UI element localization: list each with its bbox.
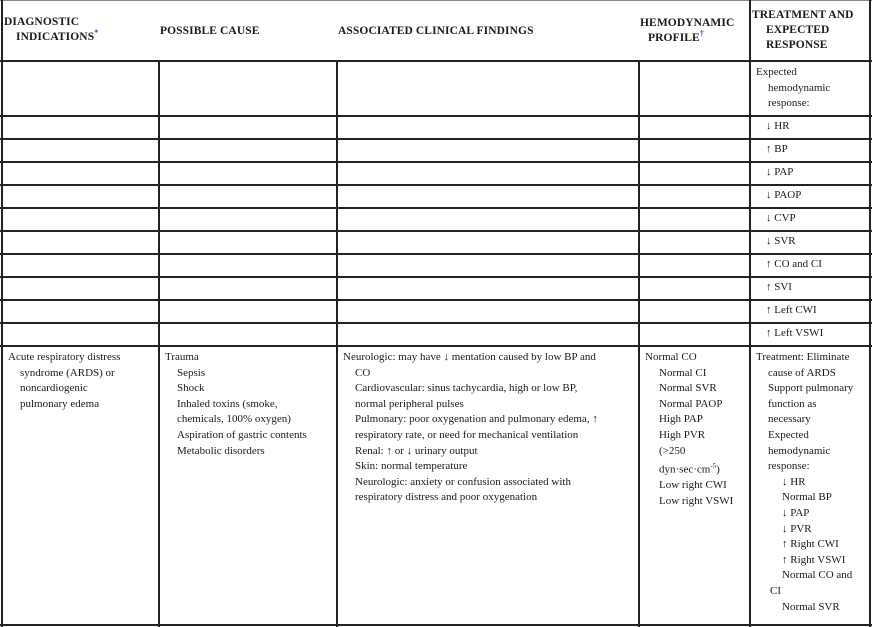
row-divider (0, 624, 872, 626)
treatment-line: Treatment: Eliminate (756, 351, 850, 363)
profile-line (645, 459, 733, 478)
header-diagnostic-indications (4, 15, 98, 45)
profile-line: Normal PAOP (659, 397, 723, 410)
row-divider (0, 230, 872, 232)
column-divider (638, 61, 640, 627)
row-divider (0, 161, 872, 163)
profile-line: Normal SVR (659, 382, 717, 395)
column-divider (1, 0, 3, 627)
treatment-line: CI (770, 584, 781, 597)
treatment-line: Support pulmonary (768, 382, 854, 395)
profile-line: Low right VSWI (659, 495, 734, 507)
row-divider (0, 345, 872, 347)
finding-line: Renal: ↑ or ↓ urinary output (355, 444, 478, 457)
unit-text: dyn·sec·cm (659, 463, 711, 476)
expected-response-intro (756, 65, 830, 112)
cause-item: Shock (177, 382, 205, 395)
header-treat-line1: TREATMENT AND (752, 9, 854, 21)
header-possible-cause: POSSIBLE CAUSE (160, 25, 260, 37)
profile-line: High PVR (659, 428, 706, 441)
treatment-line: ↑ Right CWI (782, 538, 839, 551)
response-item: ↑ Left VSWI (766, 327, 824, 339)
finding-line: Pulmonary: poor oxygenation and pulmonary edema, ↑ (355, 413, 598, 426)
header-treat-line3: RESPONSE (766, 39, 828, 51)
ards-clinical-findings (343, 350, 598, 506)
diagnostic-line: pulmonary edema (20, 397, 100, 410)
row-divider (0, 276, 872, 278)
finding-line: CO (355, 366, 371, 379)
ards-diagnostic-indication (8, 350, 120, 412)
treatment-line: Normal BP (782, 491, 832, 504)
response-item: ↑ SVI (766, 281, 792, 293)
cause-item: Inhaled toxins (smoke, (177, 397, 278, 410)
footnote-dagger[interactable]: † (699, 29, 704, 39)
treatment-line: ↑ Right VSWI (782, 553, 846, 566)
response-item: ↓ PAP (766, 166, 794, 178)
response-item: ↓ PAOP (766, 189, 802, 201)
row-divider (0, 299, 872, 301)
finding-line: respiratory distress and poor oxygenation (355, 491, 538, 504)
finding-line: Skin: normal temperature (355, 460, 468, 473)
treatment-line: response: (768, 460, 810, 473)
column-divider (869, 0, 871, 627)
row-divider (0, 60, 872, 62)
diagnostic-line: syndrome (ARDS) or (20, 366, 115, 379)
header-associated-clinical-findings: ASSOCIATED CLINICAL FINDINGS (338, 25, 534, 37)
response-item: ↓ HR (766, 120, 790, 132)
ards-hemodynamic-profile (645, 350, 733, 510)
row-divider (0, 184, 872, 186)
response-item: ↓ SVR (766, 235, 796, 247)
treatment-line: hemodynamic (768, 444, 831, 457)
footnote-asterisk[interactable]: * (94, 28, 99, 38)
cause-item: Metabolic disorders (177, 444, 265, 457)
unit-close: ) (716, 463, 720, 476)
finding-line: Neurologic: may have ↓ mentation caused by low BP and (343, 351, 596, 363)
header-hemodynamic-profile (640, 16, 734, 46)
header-diagnostic-line1: DIAGNOSTIC (4, 16, 80, 28)
profile-line: Normal CI (659, 366, 707, 379)
treatment-line: Expected (768, 428, 809, 441)
row-divider (0, 138, 872, 140)
response-item: ↓ CVP (766, 212, 796, 224)
response-item: ↑ CO and CI (766, 258, 822, 270)
response-item: ↑ BP (766, 143, 788, 155)
profile-line: (>250 (659, 444, 686, 457)
header-hemo-line2: PROFILE (648, 32, 700, 44)
cause-item: Trauma (165, 351, 199, 363)
expected-line2: hemodynamic (768, 81, 831, 94)
profile-line: High PAP (659, 413, 703, 426)
row-divider (0, 207, 872, 209)
diagnostic-line: noncardiogenic (20, 382, 88, 395)
treatment-line: necessary (768, 413, 811, 426)
row-divider (0, 115, 872, 117)
header-diagnostic-line2: INDICATIONS (16, 31, 95, 43)
cause-item: Aspiration of gastric contents (177, 428, 307, 441)
expected-line3: response: (768, 97, 810, 109)
table-top-border (0, 0, 872, 1)
column-divider (749, 0, 751, 627)
treatment-line: Normal SVR (782, 600, 840, 613)
cause-item: Sepsis (177, 366, 206, 379)
diagnostic-line: Acute respiratory distress (8, 351, 121, 363)
column-divider (336, 61, 338, 627)
profile-line: Normal CO (645, 351, 697, 363)
ards-treatment-response (756, 350, 853, 615)
finding-line: Neurologic: anxiety or confusion associated with (355, 475, 571, 488)
expected-line1: Expected (756, 66, 797, 78)
finding-line: Cardiovascular: sinus tachycardia, high or low BP, (355, 382, 578, 395)
cause-item: chemicals, 100% oxygen) (177, 413, 291, 426)
unit-exponent: -5 (710, 462, 717, 471)
row-divider (0, 322, 872, 324)
header-treat-line2: EXPECTED (766, 24, 830, 36)
finding-line: respiratory rate, or need for mechanical ventilation (355, 428, 579, 441)
profile-line: Low right CWI (659, 479, 727, 492)
treatment-line: ↓ PAP (782, 506, 810, 519)
treatment-line: ↓ HR (782, 475, 806, 488)
response-item: ↑ Left CWI (766, 304, 817, 316)
finding-line: normal peripheral pulses (355, 397, 464, 410)
treatment-line: function as (768, 397, 817, 410)
column-divider (158, 61, 160, 627)
treatment-line: ↓ PVR (782, 522, 812, 535)
treatment-line: cause of ARDS (768, 366, 836, 379)
header-hemo-line1: HEMODYNAMIC (640, 17, 735, 29)
treatment-line: Normal CO and (782, 569, 853, 582)
row-divider (0, 253, 872, 255)
header-treatment-expected-response (752, 8, 854, 53)
ards-possible-causes (165, 350, 307, 459)
